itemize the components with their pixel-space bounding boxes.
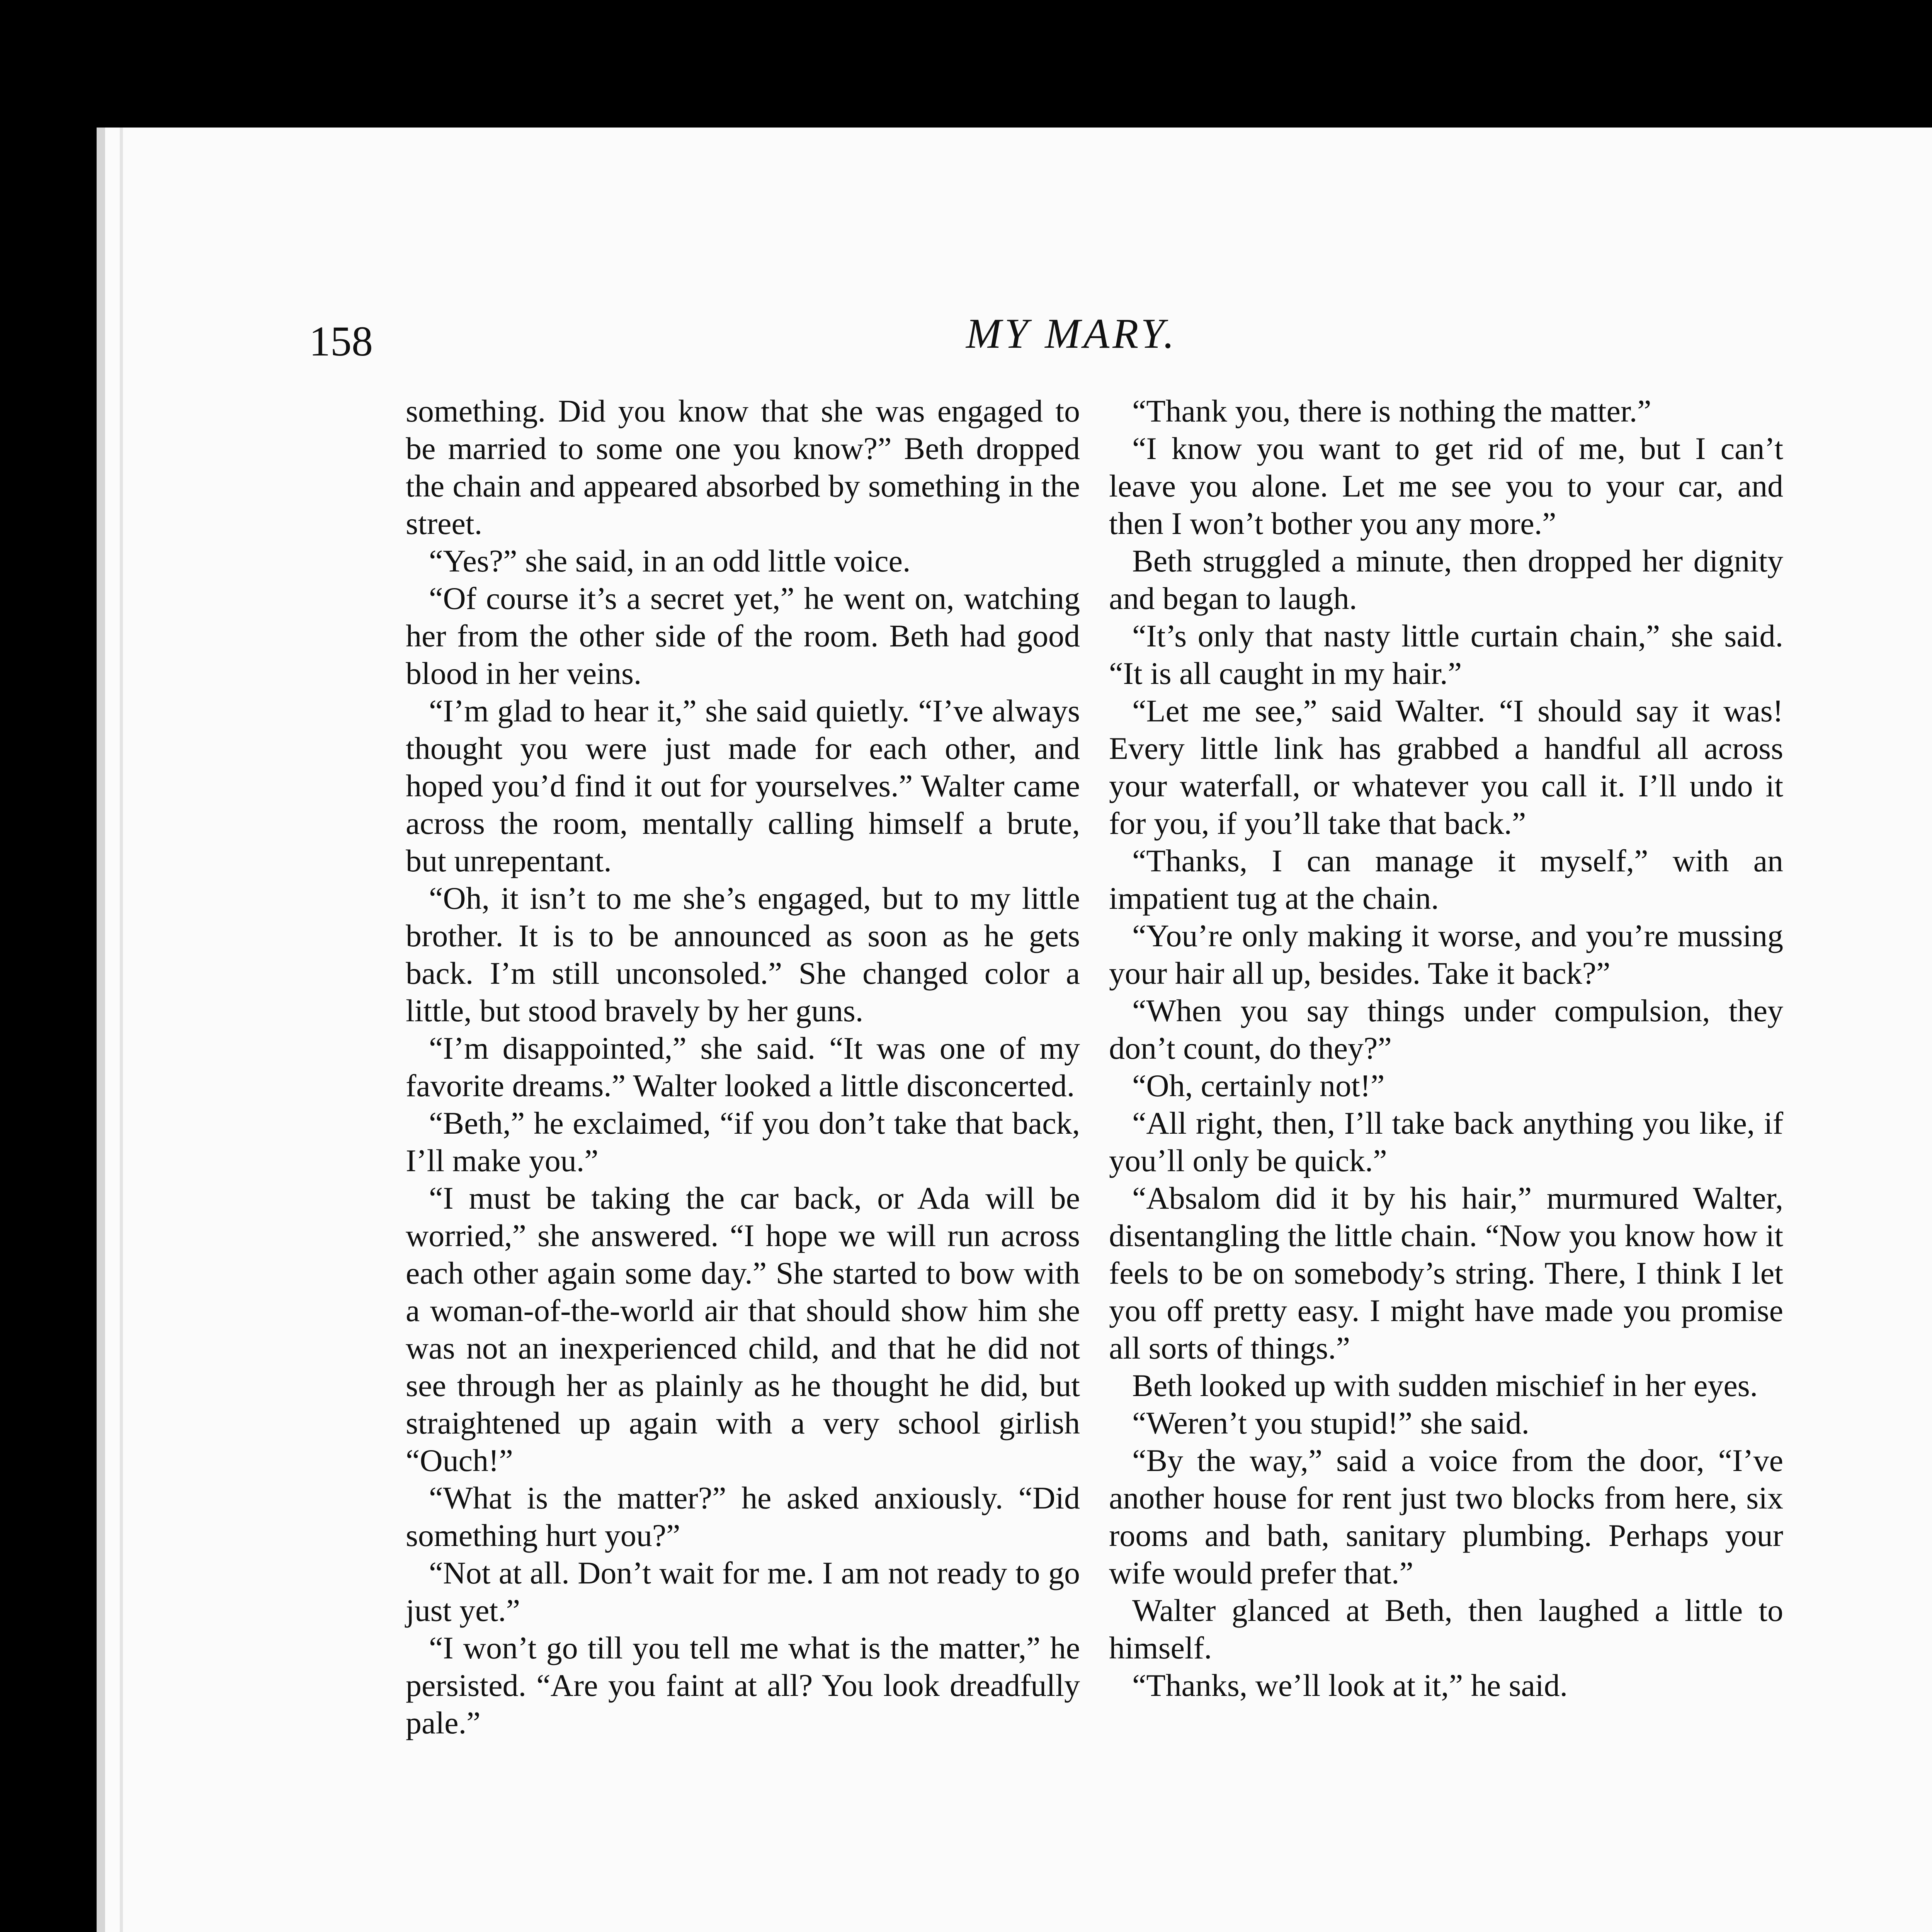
running-head: MY MARY. xyxy=(966,310,1177,357)
story-paragraph: “Let me see,” said Walter. “I should say it was! Every little link has grabbed a handful all across your waterfall, or whatever you call it. I’ll undo it for you, if you’ll take that back.” xyxy=(1109,693,1783,841)
story-paragraph: “I’m disappointed,” she said. “It was one of my favorite dreams.” Walter looked a little disconcerted. xyxy=(406,1031,1080,1103)
story-paragraph: “By the way,” said a voice from the door, “I’ve another house for rent just two blocks from here, six rooms and bath, sanitary plumbing. Perhaps your wife would prefer that.” xyxy=(1109,1443,1783,1590)
story-paragraph: “I must be taking the car back, or Ada will be worried,” she answered. “I hope we will run across each other again some day.” She started to bow with a woman-of-the-world air that should show him she was not an inexperienced child, and that he did not see through her as plainly as he thought he did, but straightened up again with a very school girlish “Ouch!” xyxy=(406,1180,1080,1478)
story-column-left xyxy=(406,392,1080,1742)
story-column-right xyxy=(1109,392,1783,1704)
story-paragraph: “When you say things under compulsion, they don’t count, do they?” xyxy=(1109,993,1783,1066)
story-paragraph: “What is the matter?” he asked anxiously. “Did something hurt you?” xyxy=(406,1480,1080,1553)
story-paragraph: “Not at all. Don’t wait for me. I am not ready to go just yet.” xyxy=(406,1555,1080,1628)
story-paragraph: “All right, then, I’ll take back anything you like, if you’ll only be quick.” xyxy=(1109,1105,1783,1178)
story-paragraph: “Oh, it isn’t to me she’s engaged, but to my little brother. It is to be announced as soon as he gets back. I’m still unconsoled.” She changed color a little, but stood bravely by her guns. xyxy=(406,881,1080,1028)
story-paragraph: “You’re only making it worse, and you’re mussing your hair all up, besides. Take it back?” xyxy=(1109,918,1783,991)
story-paragraph: “Oh, certainly not!” xyxy=(1132,1068,1385,1103)
gutter-shadow xyxy=(97,128,105,1932)
story-paragraph: “It’s only that nasty little curtain chain,” she said. “It is all caught in my hair.” xyxy=(1109,618,1783,691)
story-paragraph: “I know you want to get rid of me, but I can’t leave you alone. Let me see you to your car, and then I won’t bother you any more.” xyxy=(1109,431,1783,541)
story-paragraph: “I won’t go till you tell me what is the matter,” he persisted. “Are you faint at all? You look dreadfully pale.” xyxy=(406,1630,1080,1740)
gutter-rule xyxy=(120,128,123,1932)
story-paragraph: “Thanks, I can manage it myself,” with an impatient tug at the chain. xyxy=(1109,843,1783,916)
story-paragraph: “I’m glad to hear it,” she said quietly. “I’ve always thought you were just made for each other, and hoped you’d find it out for yourselves.” Walter came across the room, mentally calling himself a brute, but unrepentant. xyxy=(406,693,1080,878)
story-paragraph: “Absalom did it by his hair,” murmured Walter, disentangling the little chain. “Now you know how it feels to be on somebody’s string. There, I think I let you off pretty easy. I might have made you promise all sorts of things.” xyxy=(1109,1180,1783,1366)
story-paragraph: “Thank you, there is nothing the matter.” xyxy=(1132,393,1651,429)
story-paragraph: something. Did you know that she was engaged to be married to some one you know?” Beth dropped the chain and appeared absorbed by something in the street. xyxy=(406,393,1080,541)
story-paragraph: “Weren’t you stupid!” she said. xyxy=(1132,1405,1530,1440)
story-paragraph: Walter glanced at Beth, then laughed a little to himself. xyxy=(1109,1593,1783,1665)
story-paragraph: “Thanks, we’ll look at it,” he said. xyxy=(1132,1668,1568,1703)
story-paragraph: Beth looked up with sudden mischief in her eyes. xyxy=(1132,1368,1758,1403)
story-paragraph: Beth struggled a minute, then dropped her dignity and began to laugh. xyxy=(1109,543,1783,616)
story-paragraph: “Of course it’s a secret yet,” he went on, watching her from the other side of the room. Beth had good blood in her veins. xyxy=(406,581,1080,691)
story-paragraph: “Beth,” he exclaimed, “if you don’t take that back, I’ll make you.” xyxy=(406,1105,1080,1178)
story-paragraph: “Yes?” she said, in an odd little voice. xyxy=(429,543,911,578)
page-number: 158 xyxy=(309,318,373,365)
